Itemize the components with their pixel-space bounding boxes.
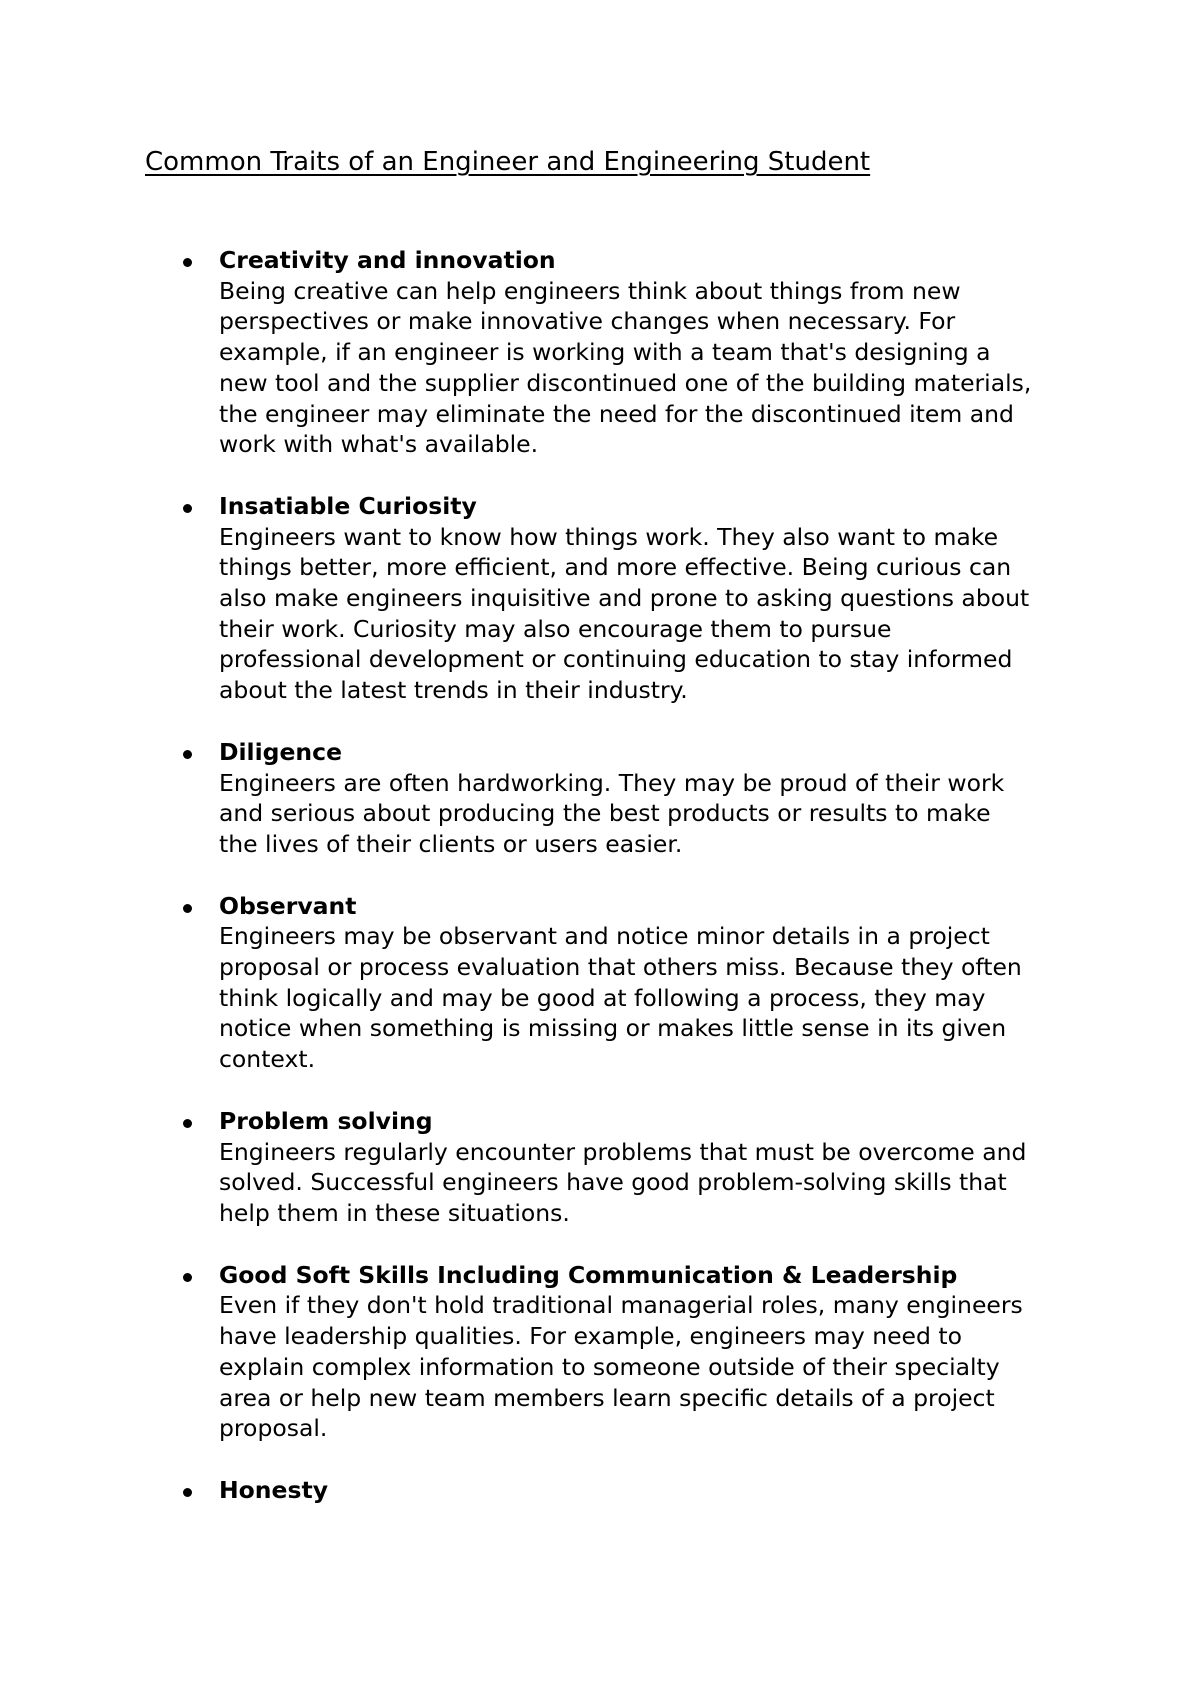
trait-heading: Creativity and innovation xyxy=(219,246,556,274)
trait-item xyxy=(0,737,1200,860)
trait-description-line: things better, more efficient, and more effective. Being curious can xyxy=(219,553,1012,582)
trait-heading: Honesty xyxy=(219,1475,329,1504)
trait-item xyxy=(0,245,1200,460)
trait-description-line: proposal. xyxy=(219,1414,328,1443)
trait-heading: Diligence xyxy=(219,737,343,766)
trait-description-line: think logically and may be good at following a process, they may xyxy=(219,983,986,1012)
trait-heading: Insatiable Curiosity xyxy=(219,491,477,520)
trait-description-line: Engineers regularly encounter problems that must be overcome and xyxy=(219,1137,1027,1166)
bullet-icon xyxy=(183,904,192,913)
trait-description-line: help them in these situations. xyxy=(219,1198,570,1227)
trait-description-line: proposal or process evaluation that others miss. Because they often xyxy=(219,953,1022,982)
trait-description-line: Engineers may be observant and notice minor details in a project xyxy=(219,922,990,951)
trait-item xyxy=(0,1475,1200,1506)
trait-description-line: the lives of their clients or users easier. xyxy=(219,829,683,858)
bullet-icon xyxy=(183,258,192,267)
trait-description-line: Even if they don't hold traditional managerial roles, many engineers xyxy=(219,1291,1023,1320)
trait-description-line: Engineers are often hardworking. They may be proud of their work xyxy=(219,768,1005,797)
trait-description-line: explain complex information to someone outside of their specialty xyxy=(219,1352,1000,1381)
trait-item xyxy=(0,1106,1200,1229)
trait-description-line: new tool and the supplier discontinued one of the building materials, xyxy=(219,368,1032,397)
trait-description-line: professional development or continuing education to stay informed xyxy=(219,645,1013,674)
trait-heading: Observant xyxy=(219,891,357,920)
page-title: Common Traits of an Engineer and Engineering Student xyxy=(145,147,871,177)
trait-description-line: and serious about producing the best products or results to make xyxy=(219,799,991,828)
trait-description-line: perspectives or make innovative changes when necessary. For xyxy=(219,307,956,336)
trait-list xyxy=(0,245,1200,1537)
trait-description-line: context. xyxy=(219,1045,316,1074)
bullet-icon xyxy=(183,1119,192,1128)
trait-description-line: Engineers want to know how things work. They also want to make xyxy=(219,522,999,551)
trait-description-line: work with what's available. xyxy=(219,430,539,459)
trait-description-line: example, if an engineer is working with a team that's designing a xyxy=(219,338,991,367)
trait-heading: Good Soft Skills Including Communication & Leadership xyxy=(219,1260,958,1289)
trait-description-line: have leadership qualities. For example, engineers may need to xyxy=(219,1322,962,1351)
trait-item xyxy=(0,491,1200,706)
trait-heading: Problem solving xyxy=(219,1106,433,1135)
trait-description-line: their work. Curiosity may also encourage them to pursue xyxy=(219,614,892,643)
trait-description-line: Being creative can help engineers think about things from new xyxy=(219,276,961,305)
trait-description-line: the engineer may eliminate the need for the discontinued item and xyxy=(219,399,1014,428)
bullet-icon xyxy=(183,750,192,759)
trait-description-line: notice when something is missing or makes little sense in its given xyxy=(219,1014,1007,1043)
trait-description-line: area or help new team members learn specific details of a project xyxy=(219,1383,995,1412)
trait-description-line: about the latest trends in their industry. xyxy=(219,676,688,705)
bullet-icon xyxy=(183,1488,192,1497)
bullet-icon xyxy=(183,504,192,513)
trait-description-line: solved. Successful engineers have good problem-solving skills that xyxy=(219,1168,1007,1197)
bullet-icon xyxy=(183,1273,192,1282)
trait-item xyxy=(0,1260,1200,1444)
trait-item xyxy=(0,891,1200,1075)
trait-description-line: also make engineers inquisitive and prone to asking questions about xyxy=(219,584,1030,613)
